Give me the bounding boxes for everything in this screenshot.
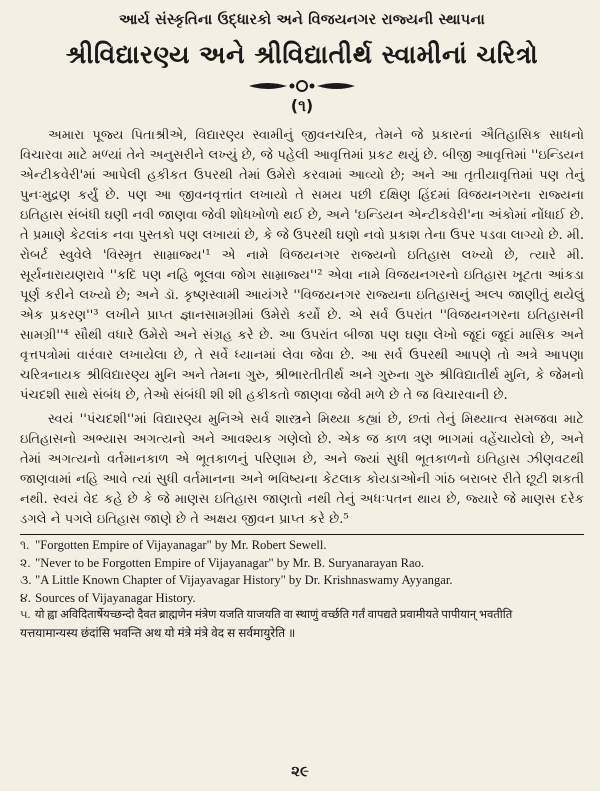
book-subtitle: આર્ય સંસ્કૃતિના ઉદ્ધારકો અને વિજયનગર રાજ્યની સ્થાપના bbox=[119, 12, 485, 28]
chapter-number: (૧) bbox=[290, 96, 314, 115]
footnote-text: "A Little Known Chapter of Vijayavagar History" by Dr. Krishnaswamy Ayyangar. bbox=[35, 573, 453, 587]
page-number: ૨૯ bbox=[291, 762, 309, 780]
footnote-text: Sources of Vijayanagar History. bbox=[35, 590, 196, 605]
footnote bbox=[20, 537, 584, 555]
footnote-number: ૨. bbox=[20, 555, 31, 570]
footnote-number: ૧. bbox=[20, 538, 30, 552]
footnote bbox=[20, 555, 584, 573]
footnote-text: "Never to be Forgotten Empire of Vijayanagar" by Mr. B. Suryanarayan Rao. bbox=[35, 555, 425, 570]
footnote bbox=[20, 607, 584, 625]
chapter-title: શ્રીવિદ્યારણ્ય અને શ્રીવિદ્યાતીર્થ સ્વામીનાં ચરિત્રો bbox=[65, 40, 539, 69]
paragraph: અમારા પૂજ્ય પિતાશ્રીએ, વિદ્યારણ્ય સ્વામીનું જીવનચરિત્ર, તેમને જે પ્રકારનાં ઐતિહાસિક સાધનો વિચારવા માટે મળ્યાં તેને અનુસરીને લખ્યું છે, જે પહેલી આવૃત્તિમાં પ્રકટ થયું છે. બીજી આવૃત્તિમાં ''ઇન્ડિયન એન્ટીકવેરી'માં આપેલી હકીકત ઉપરથી તેમાં ઉમેરો કરવામાં આવ્યો છે; અને આ તૃતીયાવૃત્તિમાં પણ તેનું પુનઃમુદ્રણ કર્યું છે. પણ આ જીવનવૃત્તાંત લખાયો તે સમય પછી દક્ષિણ હિંદમાં વિજયનગરના રાજ્યના ઇતિહાસ સંબંધી ઘણી નવી જાણવા જેવી શોધખોળો થઈ છે, અને 'ઇન્ડિયન એન્ટીકવેરી'ના અંકોમાં નોંધાઈ છે. તે પ્રમાણે કેટલાંક નવા પુસ્તકો પણ લખાયાં છે, કે જે ઉપરથી ઘણો નવો પ્રકાશ તેના ઉપર પડવા લાગ્યો છે. મી. રોબર્ટ સ્વુવેલે 'વિસ્મૃત સામ્રાજ્ય'¹ એ નામે વિજયનગર રાજ્યનો ઇતિહાસ લખ્યો છે, ત્યારે મી. સૂર્યનારાયણરાવે ''કદિ પણ નહિ ભૂલવા જોગ સામ્રાજ્ય''² એવા નામે વિજયનગરનો ઇતિહાસ ખૂટતા આંકડા પૂર્ણ કરીને લખ્યો છે; અને ડૉ. કૃષ્ણસ્વામી આયંગરે ''વિજયનગર રાજ્યના ઇતિહાસનું અલ્પ જાણીતું થયેલું એક પ્રકરણ''³ લખીને પ્રાપ્ત જ્ઞાનસામગ્રીમાં ઉમેરો કર્યો છે. એ સર્વ ઉપરાંત ''વિજયનગરના ઇતિહાસની સામગ્રી''⁴ સૌથી વધારે ઉમેરો અને સંગ્રહ કરે છે. આ ઉપરાંત બીજા પણ ઘણા લેખો જૂદાં જૂદાં માસિક અને વૃત્તપત્રોમાં વારંવાર લખાયેલા છે, તે સર્વે ધ્યાનમાં લેવા જેવા છે. આ સર્વ ઉપરથી આપણે તો અત્રે આપણા ચરિત્રનાયક શ્રીવિદ્યારણ્ય મુનિ અને તેમના ગુરુ, શ્રીભારતીતીર્થ અને ગુરુના ગુરુ શ્રીવિદ્યાતીર્થ મુનિ, કે જેમનો પંચદશી સાથે સંબંધ છે, તેઓ સંબંધી શી શી હકીકતો જાણવા જેવી મળે છે તે જ વિચારવાની છે. bbox=[20, 128, 584, 403]
footnote-text: "Forgotten Empire of Vijayanagar" by Mr. Robert Sewell. bbox=[35, 538, 327, 552]
ornament-divider bbox=[20, 78, 584, 94]
footnote-number: ૫. bbox=[20, 609, 31, 621]
footnote-text: यो ह्वा अविदितार्षेयच्छन्दो दैवत ब्राह्मणेन मंत्रेण यजति याजयति वा स्थाणुं वर्च्छति गर्तं वापद्यते प्रवामीयते पापीयान् भवतीति bbox=[34, 609, 513, 621]
footnote-number: ૪. bbox=[20, 590, 31, 605]
body-text bbox=[20, 126, 584, 530]
footnote-continuation: यत्तयामान्यस्य छंदांसि भवन्ति अथ यो मंत्रे मंत्रे वेद स सर्वमायुरेति ॥ bbox=[20, 625, 296, 640]
ornament-icon bbox=[247, 78, 357, 94]
footnote-number: ૩. bbox=[20, 573, 32, 587]
footnote bbox=[20, 572, 584, 590]
footnotes bbox=[20, 537, 584, 642]
paragraph: સ્વયં ''પંચદશી''માં વિદ્યારણ્ય મુનિએ સર્વ શાસ્ત્રને મિથ્યા કહ્યાં છે, છતાં તેનું મિથ્યાત્વ સમજવા માટે ઇતિહાસનો અભ્યાસ અગત્યનો અને આવશ્યક ગણેલો છે. એક જ કાળ ત્રણ ભાગમાં વહેંચાયેલો છે, અને તેમાં અગત્યનો વર્તમાનકાળ એ ભૂતકાળનું પરિણામ છે, અને જ્યાં સુધી ભૂતકાળનો ઇતિહાસ ઝીણવટથી જાણવામાં નહિ આવે ત્યાં સુધી વર્તમાનના અને ભવિષ્યના કેટલાક કોયડાઓની ગાંઠ બરાબર રીતે છૂટી શકતી નથી. સ્વયં વેદ કહે છે કે જે માણસ ઇતિહાસ જાણતો નથી તેનું અધઃપતન થાય છે, જ્યારે જે માણસ દરેક ડગલે ને પગલે ઇતિહાસ જાણે છે તે અક્ષય જીવન પ્રાપ્ત કરે છે.⁵ bbox=[20, 412, 584, 527]
footnote bbox=[20, 590, 584, 608]
footnote-divider bbox=[20, 534, 584, 535]
